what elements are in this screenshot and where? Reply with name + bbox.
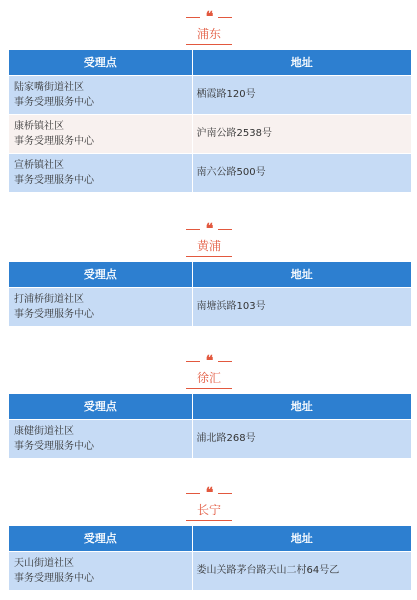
service-point-cell	[9, 153, 192, 192]
table-row	[9, 419, 411, 458]
column-header-address: 地址	[192, 526, 411, 551]
district-header-pudong	[0, 9, 417, 46]
district-header-changning	[0, 485, 417, 522]
divider-line	[218, 17, 232, 18]
address-cell: 浦北路268号	[192, 419, 411, 458]
column-header-point: 受理点	[9, 50, 192, 75]
district-label-box	[186, 24, 232, 45]
district-name: 黄浦	[196, 239, 221, 253]
table-header-row	[9, 394, 411, 419]
divider-line	[186, 17, 200, 18]
quote-mark-icon: ❝	[205, 9, 213, 25]
divider-line	[218, 229, 232, 230]
service-point-name: 天山街道社区	[14, 557, 74, 569]
divider-line	[186, 493, 200, 494]
service-point-type: 事务受理服务中心	[14, 440, 94, 452]
district-name: 长宁	[196, 503, 221, 517]
service-points-table-huangpu	[9, 262, 411, 326]
table-row	[9, 114, 411, 153]
service-point-cell	[9, 75, 192, 114]
table-row	[9, 153, 411, 192]
service-point-cell	[9, 287, 192, 326]
district-header-huangpu	[0, 221, 417, 258]
column-header-address: 地址	[192, 394, 411, 419]
divider-line	[186, 361, 200, 362]
table-row	[9, 287, 411, 326]
address-cell: 南六公路500号	[192, 153, 411, 192]
district-name: 浦东	[196, 27, 221, 41]
table-row	[9, 551, 411, 590]
address-cell: 栖霞路120号	[192, 75, 411, 114]
column-header-point: 受理点	[9, 262, 192, 287]
quote-mark-icon: ❝	[205, 353, 213, 369]
service-point-name: 康桥镇社区	[14, 120, 64, 132]
service-point-cell	[9, 419, 192, 458]
service-point-cell	[9, 551, 192, 590]
address-cell: 沪南公路2538号	[192, 114, 411, 153]
district-header-xuhui	[0, 353, 417, 390]
service-point-type: 事务受理服务中心	[14, 96, 94, 108]
service-point-name: 康健街道社区	[14, 425, 74, 437]
address-cell: 南塘浜路103号	[192, 287, 411, 326]
district-label-box	[186, 368, 232, 389]
service-point-type: 事务受理服务中心	[14, 308, 94, 320]
quote-mark-icon: ❝	[205, 221, 213, 237]
column-header-point: 受理点	[9, 526, 192, 551]
service-points-table-xuhui	[9, 394, 411, 458]
table-header-row	[9, 526, 411, 551]
service-points-table-pudong	[9, 50, 411, 192]
district-label-box	[186, 236, 232, 257]
quote-mark-icon: ❝	[205, 485, 213, 501]
divider-line	[218, 493, 232, 494]
service-point-type: 事务受理服务中心	[14, 135, 94, 147]
table-header-row	[9, 262, 411, 287]
table-row	[9, 75, 411, 114]
table-header-row	[9, 50, 411, 75]
address-cell: 娄山关路茅台路天山二村64号乙	[192, 551, 411, 590]
service-point-name: 陆家嘴街道社区	[14, 81, 84, 93]
column-header-address: 地址	[192, 262, 411, 287]
divider-line	[186, 229, 200, 230]
column-header-point: 受理点	[9, 394, 192, 419]
service-point-name: 宣桥镇社区	[14, 159, 64, 171]
service-point-type: 事务受理服务中心	[14, 572, 94, 584]
service-point-cell	[9, 114, 192, 153]
column-header-address: 地址	[192, 50, 411, 75]
service-points-table-changning	[9, 526, 411, 590]
service-point-name: 打浦桥街道社区	[14, 293, 84, 305]
divider-line	[218, 361, 232, 362]
service-point-type: 事务受理服务中心	[14, 174, 94, 186]
district-label-box	[186, 500, 232, 521]
district-name: 徐汇	[196, 371, 221, 385]
